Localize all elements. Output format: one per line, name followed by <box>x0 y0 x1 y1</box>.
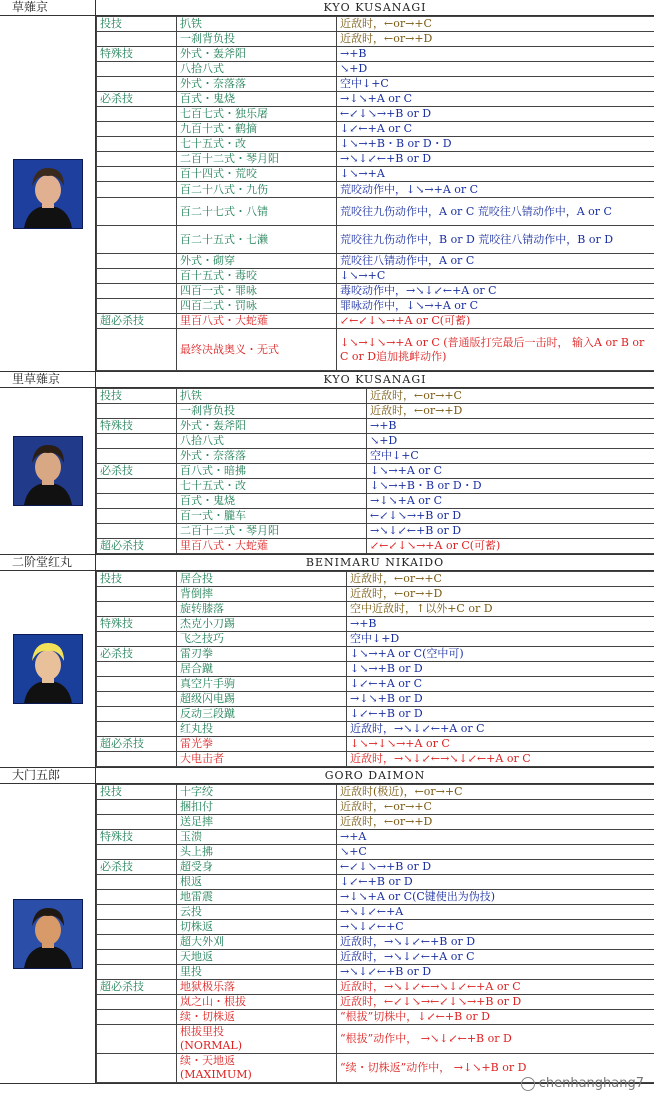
move-category <box>97 935 177 950</box>
move-input: →↘↓↙←+B or D <box>337 965 654 980</box>
move-category <box>97 950 177 965</box>
move-row <box>97 137 654 152</box>
move-row <box>97 32 654 47</box>
move-name: 扒铁 <box>177 389 367 404</box>
move-table <box>96 784 654 1083</box>
move-category <box>97 107 177 122</box>
watermark <box>521 1076 644 1091</box>
move-category <box>97 434 177 449</box>
move-row <box>97 539 654 554</box>
move-input: ↓↘→+B・B or D・D <box>337 137 654 152</box>
move-row <box>97 226 654 254</box>
move-input: 近敌时，←or→+D <box>337 32 654 47</box>
move-row <box>97 980 654 995</box>
move-category: 超必杀技 <box>97 314 177 329</box>
move-input: ←↙↓↘→+B or D <box>337 107 654 122</box>
move-category <box>97 632 177 647</box>
move-name: 八拾八式 <box>177 62 337 77</box>
move-input: →↘↓↙←+A <box>337 905 654 920</box>
character-name-en: BENIMARU NIKAIDO <box>305 556 445 569</box>
move-row <box>97 602 654 617</box>
move-name: 雷光拳 <box>177 737 347 752</box>
move-row <box>97 62 654 77</box>
move-category: 特殊技 <box>97 830 177 845</box>
move-row <box>97 935 654 950</box>
move-input: 近敌时，←or→+C <box>367 389 654 404</box>
move-input: 近敌时，→↘↓↙←+B or D <box>337 935 654 950</box>
move-input: 近敌时，→↘↓↙←+A or C <box>347 722 654 737</box>
move-row <box>97 92 654 107</box>
character-name-cn: 二阶堂红丸 <box>0 555 96 570</box>
move-row <box>97 815 654 830</box>
move-row <box>97 152 654 167</box>
move-row <box>97 77 654 92</box>
move-category <box>97 965 177 980</box>
portrait-cell <box>0 388 96 554</box>
move-input: ↓↘→↓↘→+A or C (普通版打完最后一击时， 输入A or B or C or D追加挑衅动作) <box>337 329 654 371</box>
move-input: 空中近敌时，↑以外+C or D <box>347 602 654 617</box>
move-input: ↓↘→+C <box>337 269 654 284</box>
move-row <box>97 860 654 875</box>
move-input: ↘+C <box>337 845 654 860</box>
move-row <box>97 167 654 182</box>
move-row <box>97 995 654 1010</box>
move-category <box>97 845 177 860</box>
move-name: 九百十式・鹤摘 <box>177 122 337 137</box>
move-row <box>97 524 654 539</box>
move-category <box>97 815 177 830</box>
move-category <box>97 167 177 182</box>
move-category <box>97 920 177 935</box>
move-name: 二百十二式・琴月阳 <box>177 524 367 539</box>
move-category <box>97 137 177 152</box>
move-input: ↓↘→+B or D <box>347 662 654 677</box>
move-row <box>97 269 654 284</box>
move-row <box>97 299 654 314</box>
move-input: →↘↓↙←+B or D <box>367 524 654 539</box>
move-name: 居合蹴 <box>177 662 347 677</box>
move-category <box>97 677 177 692</box>
move-input: ↓↘→+A or C(空中可) <box>347 647 654 662</box>
move-input: →+B <box>347 617 654 632</box>
move-name: 玉溃 <box>177 830 337 845</box>
move-name: 百十五式・毒咬 <box>177 269 337 284</box>
move-category <box>97 1010 177 1025</box>
move-name: 送足摔 <box>177 815 337 830</box>
move-row <box>97 707 654 722</box>
move-input: →↘↓↙←+C <box>337 920 654 935</box>
character-section <box>0 555 654 768</box>
character-name-cn: 里草薙京 <box>0 372 96 387</box>
character-header <box>0 0 654 16</box>
move-row <box>97 920 654 935</box>
move-name: 头上拂 <box>177 845 337 860</box>
move-name: 里百八式・大蛇薙 <box>177 314 337 329</box>
move-name: 扒铁 <box>177 17 337 32</box>
move-name: 切株返 <box>177 920 337 935</box>
move-name: 红丸投 <box>177 722 347 737</box>
move-input: 毒咬动作中，→↘↓↙←+A or C <box>337 284 654 299</box>
move-category <box>97 198 177 226</box>
move-category <box>97 226 177 254</box>
move-input: 空中↓+C <box>337 77 654 92</box>
move-row <box>97 254 654 269</box>
move-row <box>97 47 654 62</box>
move-row <box>97 572 654 587</box>
character-name-en: KYO KUSANAGI <box>323 373 427 386</box>
move-input: →↓↘+A or C <box>367 494 654 509</box>
move-input: ↓↘→+B・B or D・D <box>367 479 654 494</box>
move-name: 外式・轰斧阳 <box>177 419 367 434</box>
move-row <box>97 182 654 198</box>
move-category: 投技 <box>97 572 177 587</box>
character-portrait <box>13 899 83 969</box>
move-row <box>97 329 654 371</box>
move-input: →↓↘+A or C(C键使出为伪技) <box>337 890 654 905</box>
move-name: 一刹背负投 <box>177 32 337 47</box>
move-input: 荒咬往九伤动作中，A or C 荒咬往八锖动作中，A or C <box>337 198 654 226</box>
move-category: 特殊技 <box>97 419 177 434</box>
move-row <box>97 479 654 494</box>
move-input: 空中↓+D <box>347 632 654 647</box>
move-input: 近敌时，←or→+D <box>347 587 654 602</box>
move-name: 背倒摔 <box>177 587 347 602</box>
move-category <box>97 122 177 137</box>
move-category: 必杀技 <box>97 860 177 875</box>
move-input: 近敌时，←or→+C <box>337 17 654 32</box>
portrait-cell <box>0 784 96 1083</box>
move-name: 地雷震 <box>177 890 337 905</box>
move-category: 必杀技 <box>97 464 177 479</box>
move-input: ←↙↓↘→+B or D <box>367 509 654 524</box>
move-input: 近敌时，←or→+C <box>337 800 654 815</box>
move-input: →+A <box>337 830 654 845</box>
move-row <box>97 404 654 419</box>
move-category: 投技 <box>97 17 177 32</box>
move-name: 根返 <box>177 875 337 890</box>
move-row <box>97 617 654 632</box>
character-name-cn: 草薙京 <box>0 0 96 15</box>
move-category: 超必杀技 <box>97 539 177 554</box>
move-name: 居合投 <box>177 572 347 587</box>
move-category <box>97 602 177 617</box>
move-table <box>96 388 654 554</box>
character-section <box>0 768 654 1084</box>
move-category: 投技 <box>97 785 177 800</box>
move-row <box>97 449 654 464</box>
move-category <box>97 62 177 77</box>
move-input: “根拔”切株中，↓↙←+B or D <box>337 1010 654 1025</box>
move-row <box>97 692 654 707</box>
move-input: 近敌时，←or→+D <box>367 404 654 419</box>
character-section <box>0 0 654 372</box>
move-category <box>97 707 177 722</box>
move-row <box>97 434 654 449</box>
move-name: 八拾八式 <box>177 434 367 449</box>
move-row <box>97 587 654 602</box>
character-portrait <box>13 436 83 506</box>
character-header <box>0 372 654 388</box>
portrait-cell <box>0 571 96 767</box>
character-name-en: KYO KUSANAGI <box>323 1 427 14</box>
move-category <box>97 1054 177 1083</box>
move-row <box>97 662 654 677</box>
move-name: 外式・轰斧阳 <box>177 47 337 62</box>
move-input: “根拔”动作中， →↘↓↙←+B or D <box>337 1025 654 1054</box>
move-name: 外式・奈落落 <box>177 77 337 92</box>
move-category <box>97 77 177 92</box>
move-name: 续・切株返 <box>177 1010 337 1025</box>
move-name: 飞之技巧 <box>177 632 347 647</box>
character-header <box>0 555 654 571</box>
move-name: 百式・鬼烧 <box>177 92 337 107</box>
move-name: 最终决战奥义・无式 <box>177 329 337 371</box>
move-name: 超大外刈 <box>177 935 337 950</box>
move-row <box>97 722 654 737</box>
move-name: 续・天地返 (MAXIMUM) <box>177 1054 337 1083</box>
move-input: 近敌时，→↘↓↙←→↘↓↙←+A or C <box>337 980 654 995</box>
move-input: ↙←↙↓↘→+A or C(可蓄) <box>337 314 654 329</box>
move-row <box>97 875 654 890</box>
move-category <box>97 32 177 47</box>
move-category: 特殊技 <box>97 617 177 632</box>
move-name: 十字绞 <box>177 785 337 800</box>
move-category <box>97 284 177 299</box>
move-row <box>97 800 654 815</box>
move-category <box>97 1025 177 1054</box>
move-name: 超受身 <box>177 860 337 875</box>
move-name: 地狱极乐落 <box>177 980 337 995</box>
move-category <box>97 494 177 509</box>
move-name: 外式・奈落落 <box>177 449 367 464</box>
move-input: 近敌时，←↙↓↘→←↙↓↘→+B or D <box>337 995 654 1010</box>
move-name: 百式・鬼烧 <box>177 494 367 509</box>
move-category <box>97 905 177 920</box>
move-input: ↘+D <box>367 434 654 449</box>
move-name: 七十五式・改 <box>177 479 367 494</box>
move-category <box>97 722 177 737</box>
move-name: 杰克小刀踢 <box>177 617 347 632</box>
move-name: 外式・砌穿 <box>177 254 337 269</box>
move-input: →↘↓↙←+B or D <box>337 152 654 167</box>
move-name: 大电击者 <box>177 752 347 767</box>
move-name: 里百八式・大蛇薙 <box>177 539 367 554</box>
move-row <box>97 389 654 404</box>
move-category <box>97 509 177 524</box>
move-input: →↓↘+A or C <box>337 92 654 107</box>
move-category: 特殊技 <box>97 47 177 62</box>
move-name: 真空片手驹 <box>177 677 347 692</box>
portrait-cell <box>0 16 96 371</box>
move-name: 百二十八式・九伤 <box>177 182 337 198</box>
move-name: 二百十二式・琴月阳 <box>177 152 337 167</box>
move-input: ←↙↓↘→+B or D <box>337 860 654 875</box>
move-row <box>97 830 654 845</box>
character-section <box>0 372 654 555</box>
move-input: ↓↙←+A or C <box>347 677 654 692</box>
move-category <box>97 662 177 677</box>
move-row <box>97 198 654 226</box>
move-name: 云投 <box>177 905 337 920</box>
move-input: 荒咬动作中，↓↘→+A or C <box>337 182 654 198</box>
move-category <box>97 449 177 464</box>
move-category: 超必杀技 <box>97 737 177 752</box>
character-portrait <box>13 159 83 229</box>
watermark-logo-icon <box>521 1077 535 1091</box>
move-category <box>97 404 177 419</box>
move-input: 荒咬往九伤动作中，B or D 荒咬往八锖动作中，B or D <box>337 226 654 254</box>
move-category <box>97 752 177 767</box>
move-input: 空中↓+C <box>367 449 654 464</box>
move-input: 近敌时，←or→+C <box>347 572 654 587</box>
move-input: →+B <box>367 419 654 434</box>
move-name: 百八式・暗拂 <box>177 464 367 479</box>
move-name: 四百一式・罪咏 <box>177 284 337 299</box>
move-input: 荒咬往八锖动作中，A or C <box>337 254 654 269</box>
move-row <box>97 509 654 524</box>
move-name: 百二十七式・八锖 <box>177 198 337 226</box>
move-input: ↙←↙↓↘→+A or C(可蓄) <box>367 539 654 554</box>
move-name: 百十四式・荒咬 <box>177 167 337 182</box>
move-name: 超级闪电踢 <box>177 692 347 707</box>
move-input: ↘+D <box>337 62 654 77</box>
move-input: →↓↘+B or D <box>347 692 654 707</box>
move-category <box>97 875 177 890</box>
move-row <box>97 737 654 752</box>
move-category: 必杀技 <box>97 92 177 107</box>
move-name: 里投 <box>177 965 337 980</box>
move-input: 近敌时，→↘↓↙←+A or C <box>337 950 654 965</box>
move-name: 一刹背负投 <box>177 404 367 419</box>
watermark-text: chenhanghang7 <box>538 1076 644 1091</box>
move-category <box>97 995 177 1010</box>
move-row <box>97 314 654 329</box>
move-input: ↓↙←+B or D <box>347 707 654 722</box>
move-row <box>97 1010 654 1025</box>
move-row <box>97 1025 654 1054</box>
move-input: 近敌时，→↘↓↙←→↘↓↙←+A or C <box>347 752 654 767</box>
move-row <box>97 890 654 905</box>
character-header <box>0 768 654 784</box>
move-row <box>97 950 654 965</box>
move-name: 七十五式・改 <box>177 137 337 152</box>
move-category <box>97 692 177 707</box>
move-name: 旋转膝落 <box>177 602 347 617</box>
move-category <box>97 524 177 539</box>
move-category: 超必杀技 <box>97 980 177 995</box>
move-row <box>97 17 654 32</box>
move-row <box>97 632 654 647</box>
move-category <box>97 299 177 314</box>
move-table <box>96 571 654 767</box>
move-row <box>97 107 654 122</box>
move-row <box>97 464 654 479</box>
move-input: 罪咏动作中，↓↘→+A or C <box>337 299 654 314</box>
move-name: 雷刃拳 <box>177 647 347 662</box>
move-name: 百二十五式・七濑 <box>177 226 337 254</box>
character-name-en: GORO DAIMON <box>324 769 426 782</box>
move-name: 根拔里投 (NORMAL) <box>177 1025 337 1054</box>
move-name: 岚之山・根拔 <box>177 995 337 1010</box>
move-name: 四百二式・罚咏 <box>177 299 337 314</box>
move-category <box>97 890 177 905</box>
move-row <box>97 965 654 980</box>
move-row <box>97 785 654 800</box>
move-category <box>97 800 177 815</box>
move-input: “续・切株返”动作中， →↓↘+B or D <box>337 1054 654 1083</box>
move-name: 捆扣付 <box>177 800 337 815</box>
move-input: 近敌时，←or→+D <box>337 815 654 830</box>
move-input: →+B <box>337 47 654 62</box>
move-category: 投技 <box>97 389 177 404</box>
move-input: ↓↘→+A <box>337 167 654 182</box>
move-category <box>97 182 177 198</box>
move-row <box>97 419 654 434</box>
move-table <box>96 16 654 371</box>
move-category <box>97 329 177 371</box>
move-row <box>97 845 654 860</box>
move-row <box>97 905 654 920</box>
move-input: 近敌时(极近)，←or→+C <box>337 785 654 800</box>
move-category <box>97 269 177 284</box>
move-row <box>97 122 654 137</box>
move-input: ↓↘→+A or C <box>367 464 654 479</box>
move-category <box>97 479 177 494</box>
move-name: 天地返 <box>177 950 337 965</box>
move-name: 百一式・朧车 <box>177 509 367 524</box>
move-category <box>97 152 177 167</box>
move-input: ↓↘→↓↘→+A or C <box>347 737 654 752</box>
move-row <box>97 752 654 767</box>
move-row <box>97 284 654 299</box>
move-input: ↓↙←+A or C <box>337 122 654 137</box>
move-row <box>97 677 654 692</box>
move-name: 七百七式・独乐屠 <box>177 107 337 122</box>
move-row <box>97 647 654 662</box>
move-name: 反动三段蹴 <box>177 707 347 722</box>
move-row <box>97 494 654 509</box>
character-name-cn: 大门五郎 <box>0 768 96 783</box>
move-category <box>97 254 177 269</box>
move-input: ↓↙←+B or D <box>337 875 654 890</box>
move-category: 必杀技 <box>97 647 177 662</box>
character-portrait <box>13 634 83 704</box>
move-category <box>97 587 177 602</box>
